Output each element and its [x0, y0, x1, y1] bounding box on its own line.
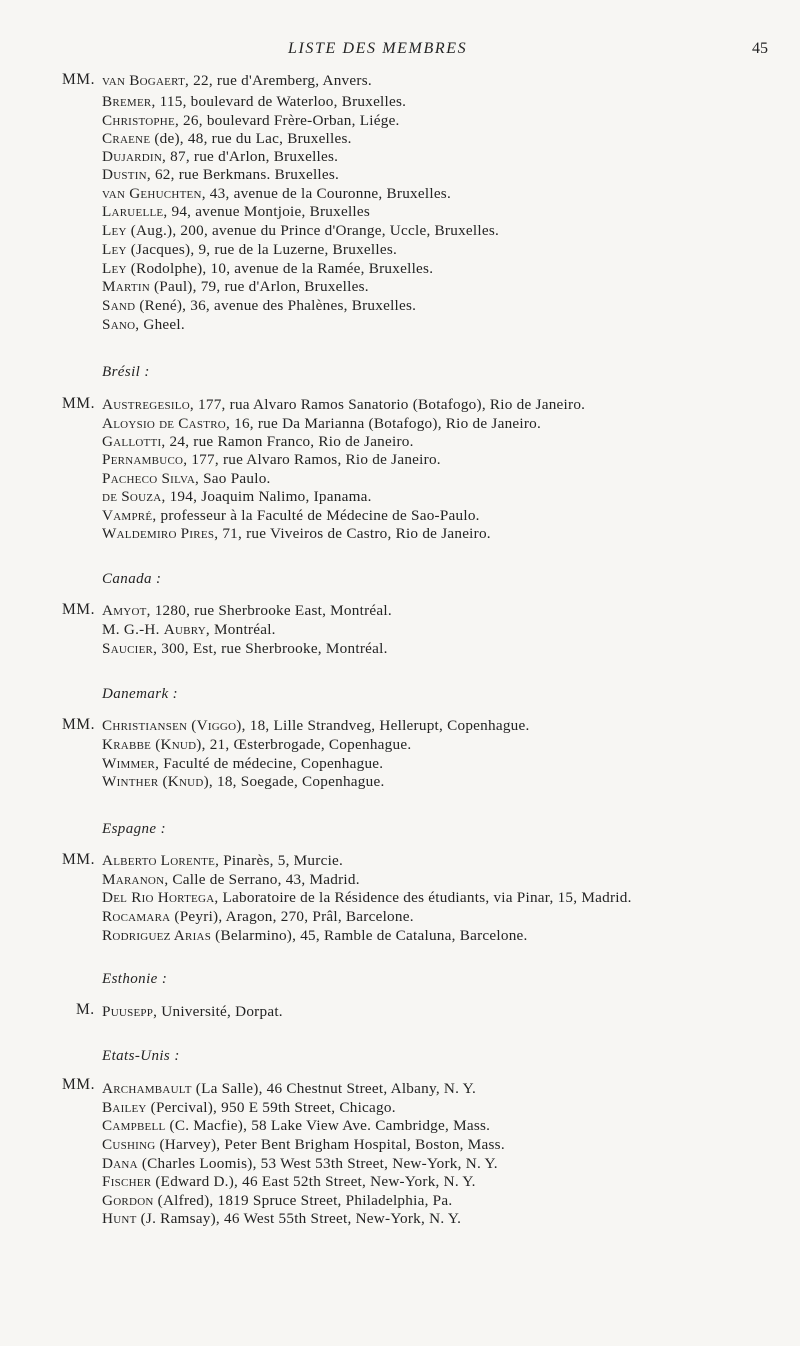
member-entry: Krabbe (Knud), 21, Œsterbrogade, Copenhague. — [102, 736, 412, 753]
member-entry: Craene (de), 48, rue du Lac, Bruxelles. — [102, 130, 352, 147]
member-entry: Gordon (Alfred), 1819 Spruce Street, Philadelphia, Pa. — [102, 1192, 453, 1209]
member-entry: Austregesilo, 177, rua Alvaro Ramos Sanatorio (Botafogo), Rio de Janeiro. — [102, 396, 586, 413]
member-entry: Aloysio de Castro, 16, rue Da Marianna (Botafogo), Rio de Janeiro. — [102, 415, 542, 432]
country-heading: Danemark : — [102, 686, 179, 702]
member-entry: Ley (Rodolphe), 10, avenue de la Ramée, Bruxelles. — [102, 260, 434, 277]
member-entry: van Bogaert, 22, rue d'Aremberg, Anvers. — [102, 72, 372, 89]
member-entry: Vampré, professeur à la Faculté de Médecine de Sao-Paulo. — [102, 507, 480, 524]
member-entry: M. G.-H. Aubry, Montréal. — [102, 621, 276, 638]
member-entry: Wimmer, Faculté de médecine, Copenhague. — [102, 755, 384, 772]
member-entry: Pernambuco, 177, rue Alvaro Ramos, Rio de Janeiro. — [102, 451, 441, 468]
member-entry: Campbell (C. Macfie), 58 Lake View Ave. Cambridge, Mass. — [102, 1117, 491, 1134]
member-entry: Martin (Paul), 79, rue d'Arlon, Bruxelles. — [102, 278, 369, 295]
prefix-mm: MM. — [62, 71, 95, 88]
country-heading: Esthonie : — [102, 971, 168, 987]
prefix-mm: MM. — [62, 851, 95, 868]
member-entry: de Souza, 194, Joaquim Nalimo, Ipanama. — [102, 488, 372, 505]
country-heading: Etats-Unis : — [102, 1048, 180, 1064]
member-entry: Cushing (Harvey), Peter Bent Brigham Hospital, Boston, Mass. — [102, 1136, 505, 1153]
country-heading: Espagne : — [102, 821, 167, 837]
member-entry: Bremer, 115, boulevard de Waterloo, Bruxelles. — [102, 93, 407, 110]
member-entry: Archambault (La Salle), 46 Chestnut Street, Albany, N. Y. — [102, 1080, 476, 1097]
member-entry: Gallotti, 24, rue Ramon Franco, Rio de Janeiro. — [102, 433, 414, 450]
member-entry: Del Rio Hortega, Laboratoire de la Résidence des étudiants, via Pinar, 15, Madrid. — [102, 889, 632, 906]
member-entry: Alberto Lorente, Pinarès, 5, Murcie. — [102, 852, 344, 869]
member-entry: Dujardin, 87, rue d'Arlon, Bruxelles. — [102, 148, 339, 165]
member-entry: Saucier, 300, Est, rue Sherbrooke, Montréal. — [102, 640, 388, 657]
member-entry: Rodriguez Arias (Belarmino), 45, Ramble de Cataluna, Barcelone. — [102, 927, 528, 944]
member-entry: Ley (Aug.), 200, avenue du Prince d'Orange, Uccle, Bruxelles. — [102, 222, 500, 239]
prefix-m: M. — [76, 1001, 95, 1018]
member-entry: Winther (Knud), 18, Soegade, Copenhague. — [102, 773, 385, 790]
prefix-mm: MM. — [62, 601, 95, 618]
page-number: 45 — [752, 40, 768, 57]
member-entry: Amyot, 1280, rue Sherbrooke East, Montréal. — [102, 602, 392, 619]
member-entry: Sand (René), 36, avenue des Phalènes, Bruxelles. — [102, 297, 417, 314]
member-entry: Puusepp, Université, Dorpat. — [102, 1003, 283, 1020]
member-entry: Fischer (Edward D.), 46 East 52th Street, New-York, N. Y. — [102, 1173, 476, 1190]
member-entry: Dustin, 62, rue Berkmans. Bruxelles. — [102, 166, 340, 183]
member-entry: Waldemiro Pires, 71, rue Viveiros de Castro, Rio de Janeiro. — [102, 525, 491, 542]
member-entry: Pacheco Silva, Sao Paulo. — [102, 470, 271, 487]
prefix-mm: MM. — [62, 1076, 95, 1093]
member-entry: Laruelle, 94, avenue Montjoie, Bruxelles — [102, 203, 371, 220]
member-entry: van Gehuchten, 43, avenue de la Couronne, Bruxelles. — [102, 185, 452, 202]
member-entry: Rocamara (Peyri), Aragon, 270, Prâl, Barcelone. — [102, 908, 414, 925]
country-heading: Brésil : — [102, 364, 150, 380]
member-entry: Hunt (J. Ramsay), 46 West 55th Street, New-York, N. Y. — [102, 1210, 462, 1227]
member-entry: Maranon, Calle de Serrano, 43, Madrid. — [102, 871, 360, 888]
country-heading: Canada : — [102, 571, 162, 587]
member-entry: Sano, Gheel. — [102, 316, 185, 333]
prefix-mm: MM. — [62, 395, 95, 412]
page-header — [0, 38, 800, 62]
member-entry: Christophe, 26, boulevard Frère-Orban, Liége. — [102, 112, 400, 129]
member-entry: Ley (Jacques), 9, rue de la Luzerne, Bruxelles. — [102, 241, 398, 258]
member-entry: Dana (Charles Loomis), 53 West 53th Street, New-York, N. Y. — [102, 1155, 498, 1172]
member-entry: Bailey (Percival), 950 E 59th Street, Chicago. — [102, 1099, 396, 1116]
member-entry: Christiansen (Viggo), 18, Lille Strandveg, Hellerupt, Copenhague. — [102, 717, 530, 734]
running-title: LISTE DES MEMBRES — [288, 40, 468, 57]
prefix-mm: MM. — [62, 716, 95, 733]
